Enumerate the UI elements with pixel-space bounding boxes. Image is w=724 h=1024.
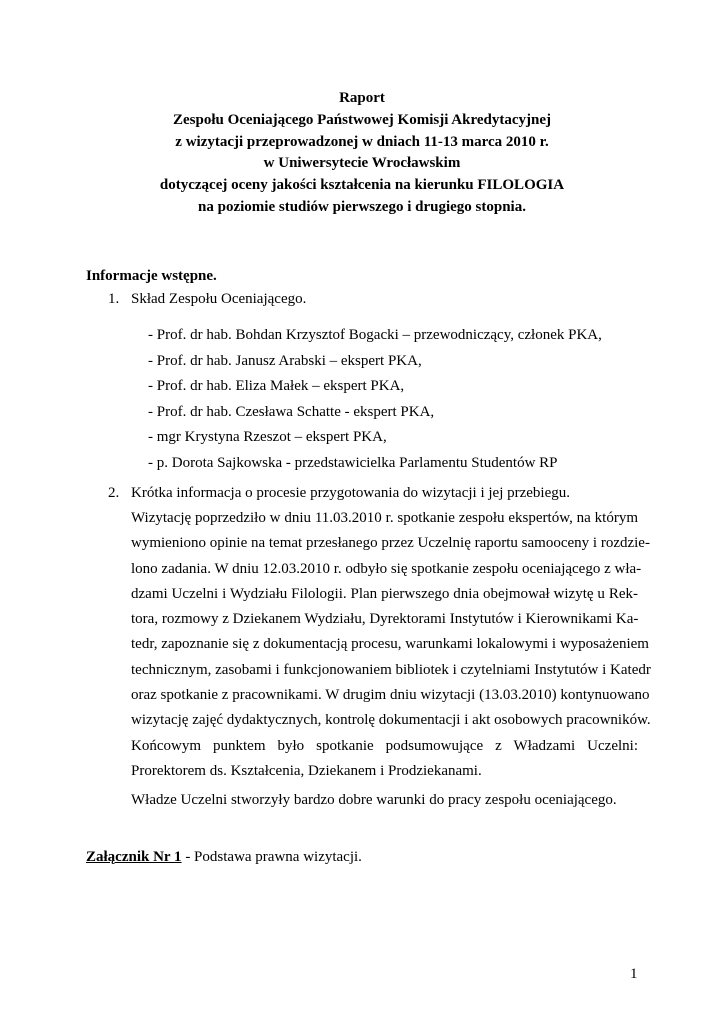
paragraph-line: Prorektorem ds. Kształcenia, Dziekanem i Prodziekanami. — [131, 762, 482, 779]
title-line: dotyczącej oceny jakości kształcenia na kierunku FILOLOGIA — [159, 177, 565, 194]
page-number: 1 — [630, 966, 638, 982]
title-line: Raport — [339, 90, 385, 106]
team-members-list — [148, 323, 602, 476]
attachment-text: - Podstawa prawna wizytacji. — [181, 849, 362, 865]
team-member: - Prof. dr hab. Janusz Arabski – ekspert PKA, — [148, 352, 422, 369]
section-heading: Informacje wstępne. — [86, 268, 217, 284]
report-title — [86, 88, 638, 219]
title-line: w Uniwersytecie Wrocławskim — [263, 155, 461, 172]
team-member: - mgr Krystyna Rzeszot – ekspert PKA, — [148, 429, 387, 445]
team-member: - p. Dorota Sajkowska - przedstawicielka Parlamentu Studentów RP — [148, 454, 558, 471]
paragraph-line: lono zadania. W dniu 12.03.2010 r. odbyło się spotkanie zespołu oceniającego z wła- — [131, 560, 642, 577]
attachment-reference — [86, 847, 362, 867]
paragraph-line: Wizytację poprzedziło w dniu 11.03.2010 r. spotkanie zespołu ekspertów, na którym — [131, 510, 638, 526]
paragraph-line: wymieniono opinie na temat przesłanego przez Uczelnię raportu samooceny i rozdzie- — [131, 535, 650, 552]
visit-description-paragraph — [131, 506, 651, 784]
paragraph-line: dzami Uczelni i Wydziału Filologii. Plan pierwszego dnia obejmował wizytę u Rek- — [131, 585, 638, 602]
list-item-heading: Skład Zespołu Oceniającego. — [131, 291, 307, 307]
list-number: 2. — [108, 485, 120, 501]
team-member: - Prof. dr hab. Czesława Schatte - ekspert PKA, — [148, 403, 435, 420]
team-member: - Prof. dr hab. Bohdan Krzysztof Bogacki – przewodniczący, członek PKA, — [148, 327, 602, 343]
list-number: 1. — [108, 291, 120, 307]
team-member: - Prof. dr hab. Eliza Małek – ekspert PKA, — [148, 378, 405, 394]
paragraph-line: technicznym, zasobami i funkcjonowaniem bibliotek i czytelniami Instytutów i Katedr — [131, 661, 651, 678]
closing-sentence: Władze Uczelni stworzyły bardzo dobre warunki do pracy zespołu oceniającego. — [131, 792, 617, 808]
title-line: z wizytacji przeprowadzonej w dniach 11-13 marca 2010 r. — [175, 133, 549, 150]
paragraph-line: tedr, zapoznanie się z dokumentacją procesu, warunkami lokalowymi i wyposażeniem — [131, 636, 649, 653]
paragraph-line: wizytację zajęć dydaktycznych, kontrolę dokumentacji i akt osobowych pracowników. — [131, 712, 651, 729]
list-item-heading: Krótka informacja o procesie przygotowania do wizytacji i jej przebiegu. — [131, 485, 570, 501]
title-line: na poziomie studiów pierwszego i drugiego stopnia. — [198, 198, 526, 215]
paragraph-line: tora, rozmowy z Dziekanem Wydziału, Dyrektorami Instytutów i Kierownikami Ka- — [131, 611, 639, 628]
title-line: Zespołu Oceniającego Państwowej Komisji Akredytacyjnej — [172, 111, 552, 128]
paragraph-line: oraz spotkanie z pracownikami. W drugim dniu wizytacji (13.03.2010) kontynuowano — [131, 687, 650, 704]
attachment-label: Załącznik Nr 1 — [86, 849, 182, 865]
paragraph-line: Końcowym punktem było spotkanie podsumowujące z Władzami Uczelni: — [131, 737, 638, 754]
